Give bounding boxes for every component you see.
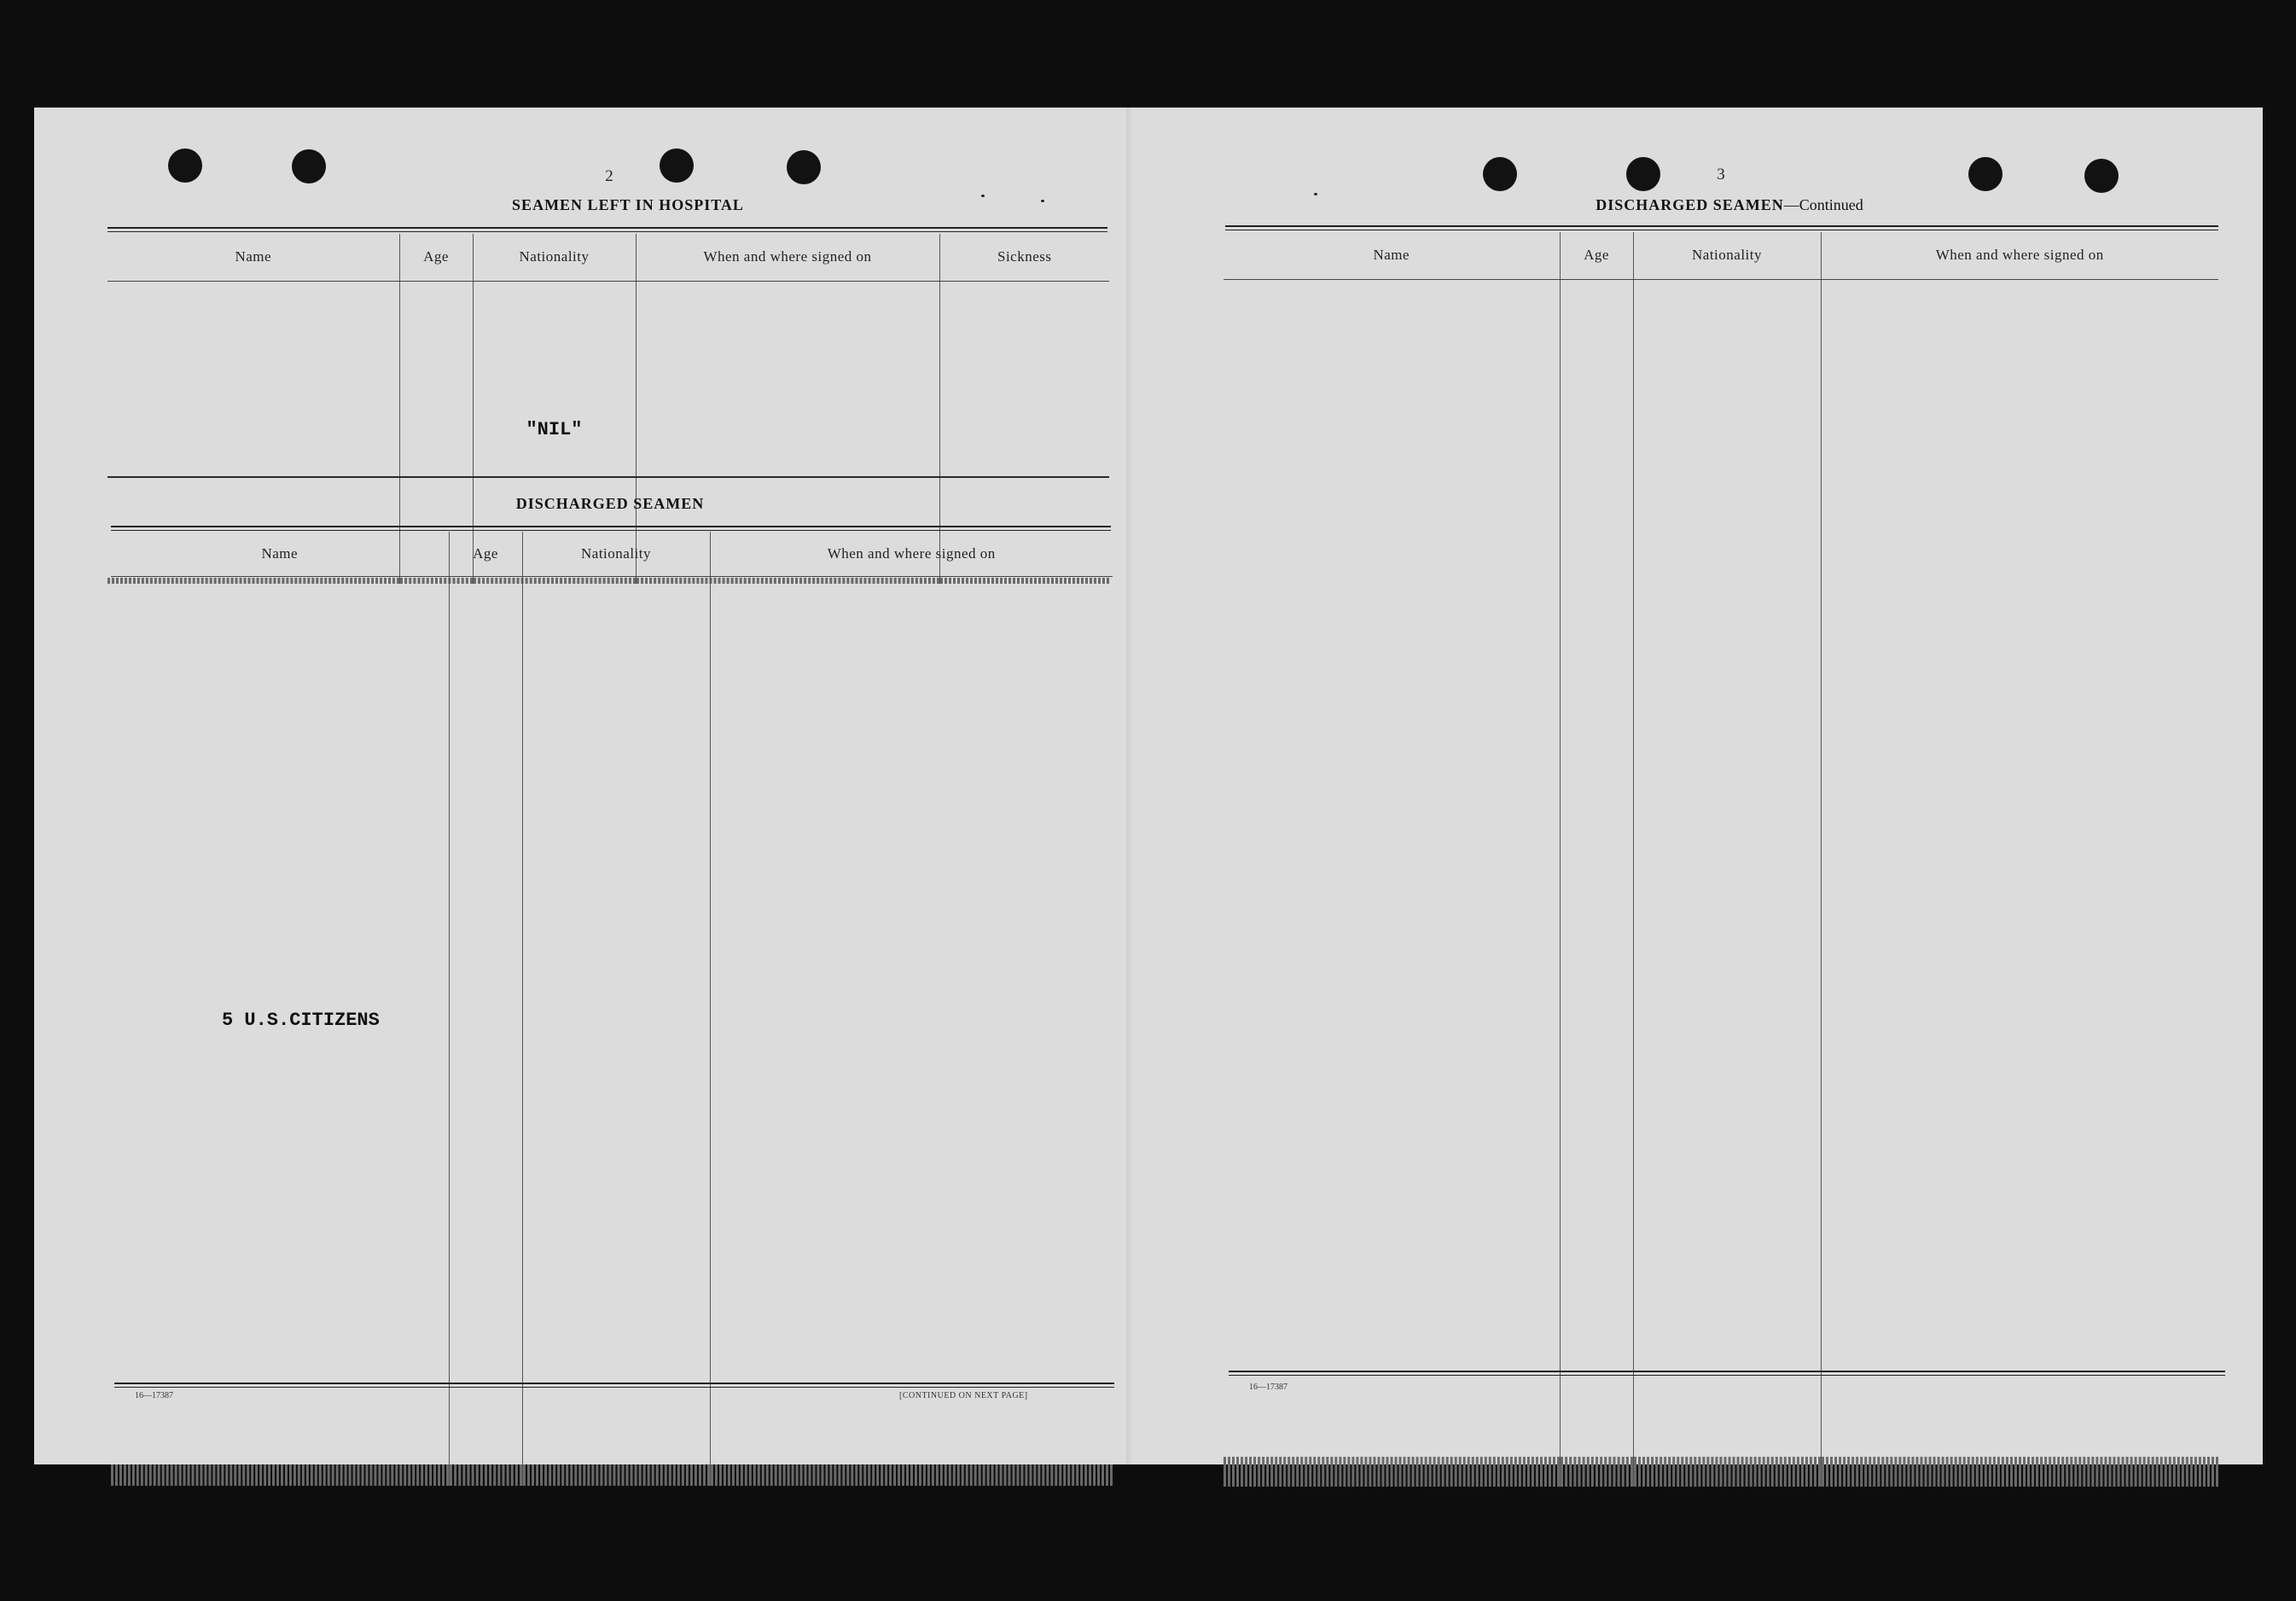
name-entry: 5 U.S.CITIZENS bbox=[111, 576, 449, 1465]
table-row bbox=[1224, 1486, 2218, 1487]
punch-hole bbox=[292, 149, 326, 183]
column-header-age: Age bbox=[399, 234, 473, 281]
hospital-bottom-rule bbox=[108, 476, 1109, 478]
document-sheet bbox=[34, 108, 2263, 1464]
punch-hole bbox=[1483, 157, 1517, 191]
punch-hole bbox=[660, 148, 694, 183]
title-continued: —Continued bbox=[1783, 196, 1863, 213]
nationality-entry: "NIL" bbox=[473, 281, 636, 579]
punch-hole bbox=[1968, 157, 2002, 191]
column-header-age: Age bbox=[1560, 232, 1633, 279]
page-fold bbox=[1126, 108, 1131, 1464]
column-header-signed-on: When and where signed on bbox=[710, 532, 1113, 576]
punch-hole bbox=[1626, 157, 1660, 191]
form-number-right: 16—17387 bbox=[1249, 1383, 1288, 1392]
punch-hole bbox=[168, 148, 202, 183]
column-header-signed-on: When and where signed on bbox=[1821, 232, 2218, 279]
column-header-age: Age bbox=[449, 532, 522, 576]
punch-hole bbox=[787, 150, 821, 184]
discharged-bottom-rule bbox=[114, 1383, 1114, 1388]
continued-note: [CONTINUED ON NEXT PAGE] bbox=[899, 1391, 1028, 1400]
column-header-sickness: Sickness bbox=[939, 234, 1109, 281]
ink-speck bbox=[1314, 193, 1317, 195]
column-header-nationality: Nationality bbox=[473, 234, 636, 281]
column-header-name: Name bbox=[108, 234, 399, 281]
table-row bbox=[111, 1485, 1113, 1486]
hospital-section-title: SEAMEN LEFT IN HOSPITAL bbox=[512, 196, 744, 213]
page-number-left: 2 bbox=[605, 167, 613, 185]
column-header-name: Name bbox=[111, 532, 449, 576]
page-number-right: 3 bbox=[1717, 166, 1725, 183]
column-header-nationality: Nationality bbox=[1633, 232, 1821, 279]
column-header-nationality: Nationality bbox=[522, 532, 710, 576]
title-main: DISCHARGED SEAMEN bbox=[1596, 196, 1784, 213]
hospital-top-rule bbox=[108, 227, 1107, 232]
discharged-section-title: DISCHARGED SEAMEN bbox=[515, 495, 705, 512]
discharged-continued-table bbox=[1224, 232, 2218, 1487]
punch-hole bbox=[2084, 159, 2119, 193]
right-top-rule bbox=[1225, 225, 2218, 230]
form-number-left: 16—17387 bbox=[135, 1391, 173, 1400]
discharged-top-rule bbox=[111, 526, 1111, 531]
discharged-table bbox=[111, 532, 1113, 1486]
table-row bbox=[111, 576, 1113, 1465]
table-row bbox=[1224, 279, 2218, 1458]
discharged-continued-title bbox=[1241, 196, 2218, 214]
column-header-name: Name bbox=[1224, 232, 1560, 279]
right-bottom-rule bbox=[1229, 1371, 2225, 1376]
column-header-signed-on: When and where signed on bbox=[636, 234, 939, 281]
